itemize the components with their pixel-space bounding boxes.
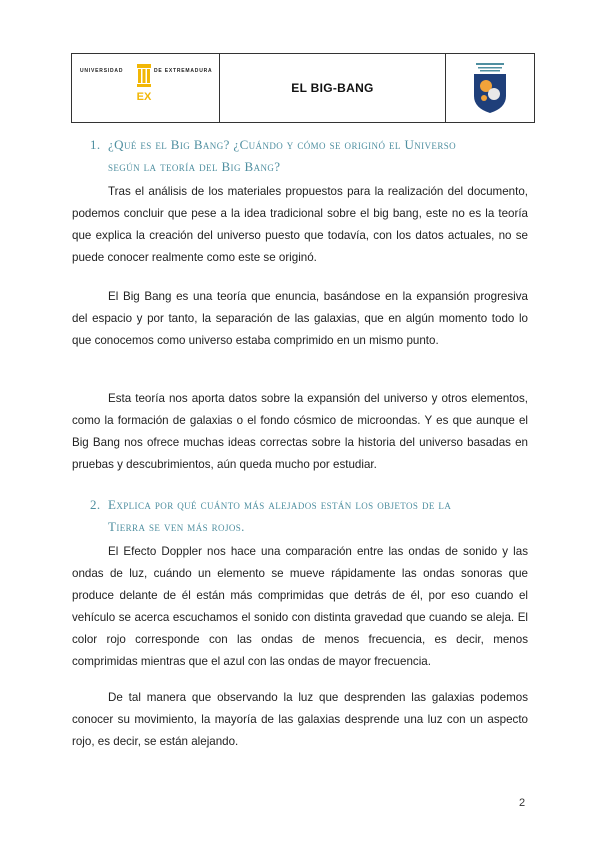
document-title: EL BIG-BANG: [291, 81, 374, 95]
section-1-heading-line2: según la teoría del Big Bang?: [108, 159, 281, 174]
section-2-heading-line1: Explica por qué cuánto más alejados están los objetos de la: [108, 497, 452, 512]
section-1-paragraph-3: Esta teoría nos aporta datos sobre la expansión del universo y otros elementos, como la formación de galaxias o el fondo cósmico de microondas. Y es que aunque el Big Bang nos ofrece muchas ideas correctas sobre la historia del universo basadas en pruebas y descubrimientos, aún queda mucho por estudiar.: [72, 392, 528, 471]
section-1-heading-line1: ¿Qué es el Big Bang? ¿Cuándo y cómo se originó el Universo: [108, 137, 457, 152]
section-1-number: 1.: [90, 137, 101, 152]
institution-crest-icon: [472, 62, 508, 114]
section-2-number: 2.: [90, 497, 101, 512]
section-2-paragraph-2: De tal manera que observando la luz que desprenden las galaxias podemos conocer su movimiento, la mayoría de las galaxias desprende una luz con un aspecto rojo, es decir, se están alejando.: [72, 691, 528, 748]
section-1-paragraph-1: Tras el análisis de los materiales propuestos para la realización del documento, podemos concluir que pese a la idea tradicional sobre el big bang, este no es la teoría que explica la creación del universo puesto que todavía, con los datos actuales, no se puede conocer realmente como este se originó.: [72, 185, 528, 264]
section-1-heading: [90, 134, 530, 178]
university-logo-cell: [72, 54, 220, 122]
section-2-heading: [90, 494, 530, 538]
section-2-heading-line2: Tierra se ven más rojos.: [108, 519, 245, 534]
section-1-paragraph-2: El Big Bang es una teoría que enuncia, basándose en la expansión progresiva del espacio y por tanto, la separación de las galaxias, que en algún momento todo lo que conocemos como universo estaba comprimido en un mismo punto.: [72, 290, 528, 347]
header-table: [71, 53, 535, 123]
title-cell: [220, 54, 446, 122]
uex-logo-text: EX: [136, 91, 152, 103]
university-name-left: UNIVERSIDAD: [80, 68, 124, 74]
crest-cell: [446, 54, 534, 122]
university-logo-icon: [134, 62, 154, 108]
section-2-paragraph-1: El Efecto Doppler nos hace una comparación entre las ondas de sonido y las ondas de luz, cuándo un elemento se mueve rápidamente las ondas sonoras que produce delante de él están más comprimidas que detrás de él, por eso cuando el vehículo se acerca escuchamos el sonido con distinta gravedad que cuando se aleja. El color rojo corresponde con las ondas de menos frecuencia, es decir, menos comprimidas mientras que el azul con las ondas de mayor frecuencia.: [72, 545, 528, 668]
university-name-right: DE EXTREMADURA: [154, 68, 213, 74]
page-number: 2: [519, 797, 526, 809]
